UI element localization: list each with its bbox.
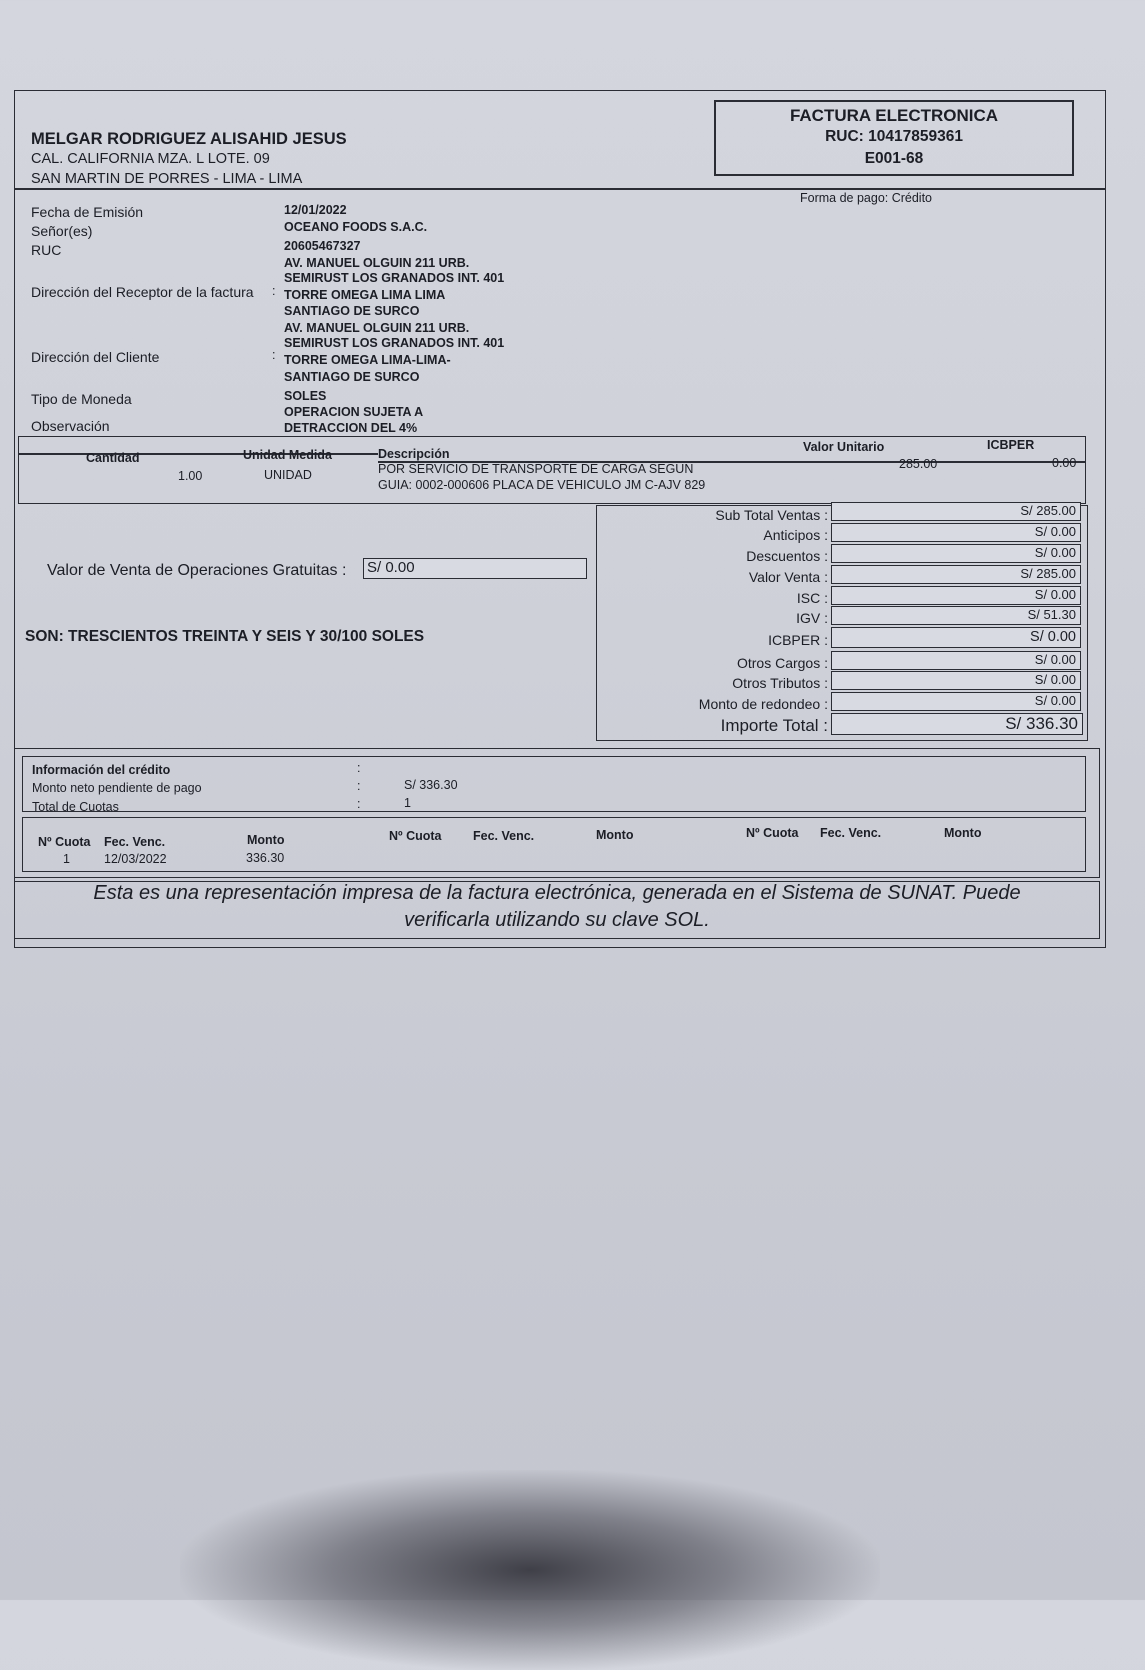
quota-amount-header: Monto (944, 826, 982, 840)
total-label: Importe Total : (720, 716, 828, 735)
discounts-value: S/ 0.00 (831, 544, 1081, 563)
currency-value: SOLES (284, 389, 327, 403)
client-label: Señor(es) (31, 223, 93, 239)
payment-form: Forma de pago: Crédito (800, 191, 933, 205)
quota-date-header: Fec. Venc. (820, 826, 882, 840)
item-desc-line-2: GUIA: 0002-000606 PLACA DE VEHICULO JM C-AJV 829 (378, 478, 706, 492)
client-address-line: SEMIRUST LOS GRANADOS INT. 401 (284, 336, 505, 350)
free-ops-label: Valor de Venta de Operaciones Gratuitas : (47, 562, 347, 579)
receiver-address-colon: : (272, 284, 276, 298)
issuer-address-2: SAN MARTIN DE PORRES - LIMA - LIMA (31, 171, 303, 187)
client-value: OCEANO FOODS S.A.C. (284, 220, 428, 234)
subtotal-value: S/ 285.00 (831, 502, 1081, 521)
icbper-label: ICBPER : (768, 632, 828, 648)
currency-label: Tipo de Moneda (31, 391, 132, 407)
item-unit: UNIDAD (264, 468, 312, 482)
quota-number-header: Nº Cuota (38, 835, 91, 849)
header-divider (14, 188, 1106, 190)
isc-label: ISC : (796, 590, 828, 606)
icbper-value: S/ 0.00 (831, 627, 1081, 648)
igv-label: IGV : (796, 610, 828, 626)
col-unit-value-header: Valor Unitario (803, 440, 885, 454)
photo-shadow (180, 1470, 880, 1670)
total-quotas-label: Total de Cuotas (32, 800, 119, 814)
col-qty-header: Cantidad (86, 451, 140, 465)
observation-label: Observación (31, 418, 110, 434)
subtotal-label: Sub Total Ventas : (715, 507, 828, 523)
col-icbper-header: ICBPER (987, 438, 1035, 452)
net-pending-label: Monto neto pendiente de pago (32, 781, 202, 795)
sale-value-label: Valor Venta : (748, 569, 828, 585)
advances-value: S/ 0.00 (831, 523, 1081, 542)
item-qty: 1.00 (178, 469, 203, 483)
ruc-value: 20605467327 (284, 239, 361, 253)
client-address-line: SANTIAGO DE SURCO (284, 370, 420, 384)
total-value: S/ 336.30 (831, 713, 1083, 735)
observation-line: DETRACCION DEL 4% (284, 421, 418, 435)
credit-title-colon: : (357, 761, 361, 775)
free-ops-value: S/ 0.00 (363, 558, 587, 579)
client-address-line: TORRE OMEGA LIMA-LIMA- (284, 353, 451, 367)
net-pending-value: S/ 336.30 (404, 778, 458, 792)
client-address-line: AV. MANUEL OLGUIN 211 URB. (284, 321, 470, 335)
quota-date-header: Fec. Venc. (473, 829, 535, 843)
issuer-address-1: CAL. CALIFORNIA MZA. L LOTE. 09 (31, 151, 270, 167)
quota-number: 1 (63, 852, 70, 866)
quota-date-header: Fec. Venc. (104, 835, 166, 849)
item-desc-line-1: POR SERVICIO DE TRANSPORTE DE CARGA SEGUN (378, 462, 694, 476)
footer-line-2: verificarla utilizando su clave SOL. (404, 909, 710, 931)
sale-value: S/ 285.00 (831, 565, 1081, 584)
other-taxes-label: Otros Tributos : (732, 675, 828, 691)
quota-amount: 336.30 (246, 851, 285, 865)
advances-label: Anticipos : (763, 527, 828, 543)
document-number: E001-68 (864, 150, 924, 167)
quota-number-header: Nº Cuota (389, 829, 442, 843)
receiver-address-line: SEMIRUST LOS GRANADOS INT. 401 (284, 271, 505, 285)
rounding-label: Monto de redondeo : (698, 696, 828, 712)
issue-date-label: Fecha de Emisión (31, 204, 144, 220)
issue-date-value: 12/01/2022 (284, 203, 347, 217)
receiver-address-line: SANTIAGO DE SURCO (284, 304, 420, 318)
quota-number-header: Nº Cuota (746, 826, 799, 840)
document-type: FACTURA ELECTRONICA (789, 106, 999, 125)
total-quotas-colon: : (357, 797, 361, 811)
footer-line-1: Esta es una representación impresa de la factura electrónica, generada en el Sistema de SUNAT. Puede (93, 882, 1021, 904)
ruc-label: RUC (31, 242, 62, 258)
net-pending-colon: : (357, 779, 361, 793)
credit-title: Información del crédito (32, 763, 171, 777)
receiver-address-label: Dirección del Receptor de la factura (31, 284, 254, 300)
client-address-colon: : (272, 348, 276, 362)
item-unit-value: 285.00 (899, 457, 938, 471)
issuer-name: MELGAR RODRIGUEZ ALISAHID JESUS (31, 130, 347, 148)
col-desc-header: Descripción (378, 447, 450, 461)
isc-value: S/ 0.00 (831, 586, 1081, 605)
amount-in-words: SON: TRESCIENTOS TREINTA Y SEIS Y 30/100 SOLES (25, 628, 425, 645)
col-unit-header: Unidad Medida (243, 448, 332, 462)
receiver-address-line: AV. MANUEL OLGUIN 211 URB. (284, 256, 470, 270)
total-quotas-value: 1 (404, 796, 411, 810)
client-address-label: Dirección del Cliente (31, 349, 160, 365)
other-charges-value: S/ 0.00 (831, 651, 1081, 670)
receiver-address-line: TORRE OMEGA LIMA LIMA (284, 288, 446, 302)
document-ruc: RUC: 10417859361 (825, 128, 963, 145)
igv-value: S/ 51.30 (831, 606, 1081, 625)
discounts-label: Descuentos : (746, 548, 828, 564)
observation-line: OPERACION SUJETA A (284, 405, 424, 419)
item-icbper: 0.00 (1052, 456, 1077, 470)
quota-amount-header: Monto (247, 833, 285, 847)
quota-date: 12/03/2022 (104, 852, 167, 866)
quota-amount-header: Monto (596, 828, 634, 842)
rounding-value: S/ 0.00 (831, 692, 1081, 711)
other-taxes-value: S/ 0.00 (831, 671, 1081, 690)
quota-table-box (22, 817, 1086, 872)
other-charges-label: Otros Cargos : (736, 655, 828, 671)
